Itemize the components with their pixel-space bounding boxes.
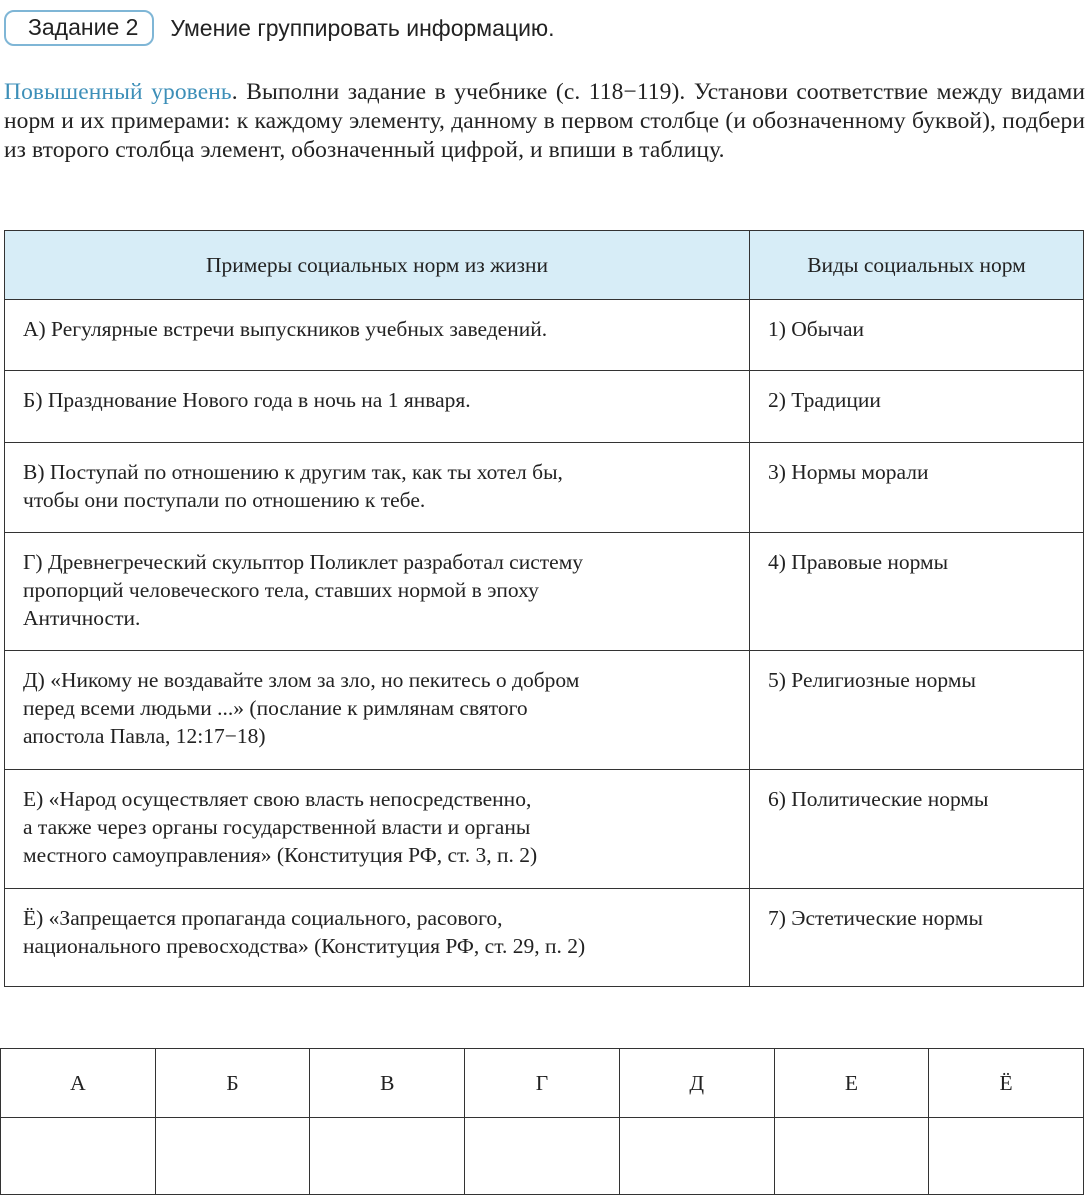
example-cell [5, 443, 750, 533]
task-title: Умение группировать информацию. [170, 14, 555, 41]
answer-input-cell[interactable] [465, 1118, 620, 1195]
answer-letter: Д [619, 1049, 774, 1118]
norm-type-cell: 3) Нормы морали [750, 443, 1084, 533]
answer-input-cell[interactable] [929, 1118, 1084, 1195]
answer-letter: А [1, 1049, 156, 1118]
example-line: А) Регулярные встречи выпускников учебных заведений. [23, 317, 548, 341]
answer-letters-row [1, 1049, 1084, 1118]
answer-letter: Г [465, 1049, 620, 1118]
example-line: Ё) «Запрещается пропаганда социального, расового, [23, 906, 503, 930]
table-row [5, 300, 1084, 371]
task-badge: Задание 2 [4, 10, 154, 46]
answer-table [0, 1048, 1084, 1195]
example-line: Г) Древнегреческий скульптор Поликлет разработал систему [23, 550, 584, 574]
answer-input-cell[interactable] [310, 1118, 465, 1195]
example-line: Е) «Народ осуществляет свою власть непосредственно, [23, 787, 532, 811]
example-cell [5, 770, 750, 889]
norm-type-cell: 2) Традиции [750, 371, 1084, 443]
example-line: Д) «Никому не воздавайте злом за зло, но пекитесь о добром [23, 668, 580, 692]
instructions-text: . Выполни задание в учебнике (с. 118−119). Установи соответствие между видами норм и их примерами: к каждому элементу, данному в первом столбце (и обозначенному буквой), подбери из второго столбца элемент, обозначенный цифрой, и впиши в таблицу. [4, 79, 1086, 163]
example-line: национального превосходства» (Конституция РФ, ст. 29, п. 2) [23, 934, 586, 958]
table-row [5, 533, 1084, 651]
norm-type-cell: 5) Религиозные нормы [750, 651, 1084, 770]
example-line: В) Поступай по отношению к другим так, как ты хотел бы, [23, 460, 563, 484]
example-line: пропорций человеческого тела, ставших нормой в эпоху [23, 578, 539, 602]
example-line: Б) Празднование Нового года в ночь на 1 января. [23, 388, 471, 412]
table-row [5, 371, 1084, 443]
example-line: перед всеми людьми ...» (послание к римлянам святого [23, 696, 528, 720]
example-line: местного самоуправления» (Конституция РФ, ст. 3, п. 2) [23, 843, 538, 867]
table-header-row [5, 231, 1084, 300]
task-instructions [4, 78, 1085, 165]
answer-input-row [1, 1118, 1084, 1195]
example-cell [5, 300, 750, 371]
answer-letter: Е [774, 1049, 929, 1118]
header-examples: Примеры социальных норм из жизни [5, 231, 750, 300]
answer-letter: Ё [929, 1049, 1084, 1118]
answer-input-cell[interactable] [774, 1118, 929, 1195]
example-line: чтобы они поступали по отношению к тебе. [23, 488, 426, 512]
example-cell [5, 651, 750, 770]
table-row [5, 443, 1084, 533]
answer-input-cell[interactable] [1, 1118, 156, 1195]
norms-table [4, 230, 1084, 987]
norm-type-cell: 4) Правовые нормы [750, 533, 1084, 651]
example-cell [5, 889, 750, 987]
level-label: Повышенный уровень [4, 79, 232, 105]
answer-letter: В [310, 1049, 465, 1118]
example-line: апостола Павла, 12:17−18) [23, 724, 266, 748]
answer-letter: Б [155, 1049, 310, 1118]
table-row [5, 770, 1084, 889]
norm-type-cell: 7) Эстетические нормы [750, 889, 1084, 987]
table-row [5, 651, 1084, 770]
norm-type-cell: 1) Обычаи [750, 300, 1084, 371]
task-header [4, 10, 555, 46]
norm-type-cell: 6) Политические нормы [750, 770, 1084, 889]
example-line: а также через органы государственной власти и органы [23, 815, 531, 839]
example-cell [5, 371, 750, 443]
answer-input-cell[interactable] [619, 1118, 774, 1195]
answer-input-cell[interactable] [155, 1118, 310, 1195]
header-types: Виды социальных норм [750, 231, 1084, 300]
table-row [5, 889, 1084, 987]
example-cell [5, 533, 750, 651]
example-line: Античности. [23, 606, 141, 630]
